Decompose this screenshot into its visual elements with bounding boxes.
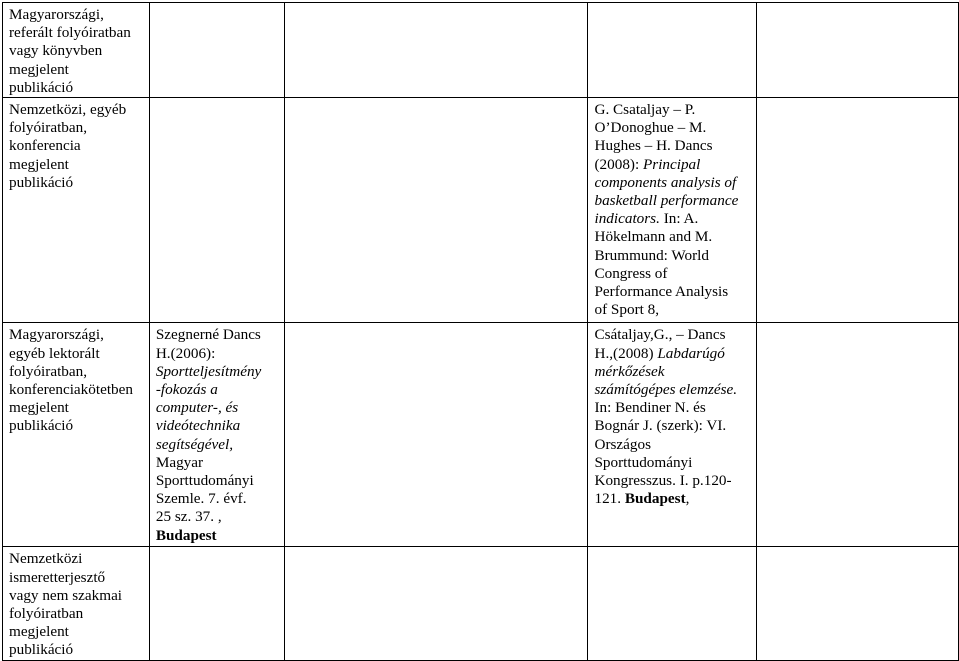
title-line: segítségével, — [155, 435, 234, 453]
table-cell — [284, 323, 588, 547]
category-line: Nemzetközi, egyéb — [9, 101, 127, 119]
source-line: In: Bendiner N. és — [594, 399, 706, 417]
city: Budapest — [155, 526, 217, 544]
table-cell — [149, 547, 284, 660]
category-line: konferenciakötetben — [9, 381, 133, 399]
table-cell — [756, 547, 958, 660]
category-line: megjelent — [9, 60, 69, 78]
punctuation: , — [685, 490, 690, 508]
category-line: publikáció — [9, 417, 74, 435]
table-cell — [756, 3, 958, 98]
title-in-line — [594, 210, 750, 228]
category-line: folyóiratban — [9, 605, 84, 623]
category-cell — [3, 98, 150, 323]
page-end: 121. — [594, 490, 625, 508]
category-line: megjelent — [9, 399, 69, 417]
publication-cell — [149, 323, 284, 547]
source-line: Hökelmann and M. — [594, 228, 713, 246]
title-line: számítógépes elemzése. — [594, 381, 738, 399]
publication-table — [2, 2, 959, 661]
category-line: megjelent — [9, 623, 69, 641]
title-line: videótechnika — [155, 417, 241, 435]
source-line: Brummund: World — [594, 246, 709, 264]
category-cell — [3, 547, 150, 660]
table-row — [3, 98, 959, 323]
category-line: konferencia — [9, 137, 81, 155]
source-line: of Sport 8, — [594, 301, 660, 319]
source-line: Országos — [594, 435, 651, 453]
city: Budapest — [624, 490, 686, 508]
publication-cell — [588, 98, 756, 323]
table-row — [3, 323, 959, 547]
category-cell — [3, 323, 150, 547]
category-line: vagy könyvben — [9, 42, 103, 60]
title-line: mérkőzések — [594, 362, 665, 380]
author-line: H.(2006): — [155, 344, 216, 362]
table-row — [3, 547, 959, 660]
category-line: vagy nem szakmai — [9, 586, 123, 604]
source-line: Szemle. 7. évf. — [155, 490, 247, 508]
final-line — [594, 490, 750, 508]
table-cell — [756, 98, 958, 323]
title-text: Principal — [643, 155, 701, 173]
title-line: computer-, és — [155, 399, 239, 417]
category-line: megjelent — [9, 155, 69, 173]
source-line: Congress of — [594, 264, 668, 282]
category-line: publikáció — [9, 78, 74, 96]
title-line: -fokozás a — [155, 381, 218, 399]
table-cell — [756, 323, 958, 547]
table-cell — [284, 98, 588, 323]
author-line: G. Csataljay – P. — [594, 101, 696, 119]
source-line: 25 sz. 37. , — [155, 508, 222, 526]
author-line: O’Donoghue – M. — [594, 119, 707, 137]
source-line: Sporttudományi — [594, 453, 693, 471]
table-cell — [284, 547, 588, 660]
author-line: Hughes – H. Dancs — [594, 137, 713, 155]
year-title-line — [594, 156, 750, 174]
source-line: Performance Analysis — [594, 283, 729, 301]
category-line: referált folyóiratban — [9, 24, 131, 42]
publication-cell — [588, 323, 756, 547]
source-line: Sporttudományi — [155, 472, 254, 490]
category-line: publikáció — [9, 641, 74, 659]
category-line: Magyarországi, — [9, 6, 104, 23]
source-line: Bognár J. (szerk): VI. — [594, 417, 727, 435]
source-line: Magyar — [155, 453, 204, 471]
category-line: folyóiratban, — [9, 362, 88, 380]
year: H.,(2008) — [594, 344, 658, 362]
category-line: folyóiratban, — [9, 119, 88, 137]
author-line: Csátaljay,G., – Dancs — [594, 326, 726, 344]
title-line: basketball performance — [594, 192, 739, 210]
table-cell — [284, 3, 588, 98]
table-cell — [588, 547, 756, 660]
category-line: ismeretterjesztő — [9, 568, 106, 586]
category-line: Magyarországi, — [9, 326, 104, 344]
title-line: components analysis of — [594, 173, 737, 191]
category-line: Nemzetközi — [9, 550, 83, 568]
author-line: Szegnerné Dancs — [155, 326, 261, 344]
table-cell — [149, 3, 284, 98]
title-line: Sportteljesítmény — [155, 362, 262, 380]
title-text: Labdarúgó — [657, 344, 725, 362]
title-text: indicators. — [594, 210, 660, 228]
year: (2008): — [594, 155, 643, 173]
table-cell — [588, 3, 756, 98]
in-text: In: A. — [659, 210, 699, 228]
category-line: publikáció — [9, 173, 74, 191]
source-line: Kongresszus. I. p.120- — [594, 472, 732, 490]
category-line: egyéb lektorált — [9, 344, 100, 362]
table-row — [3, 3, 959, 98]
year-title-line — [594, 345, 750, 363]
table-cell — [149, 98, 284, 323]
category-cell — [3, 3, 150, 98]
